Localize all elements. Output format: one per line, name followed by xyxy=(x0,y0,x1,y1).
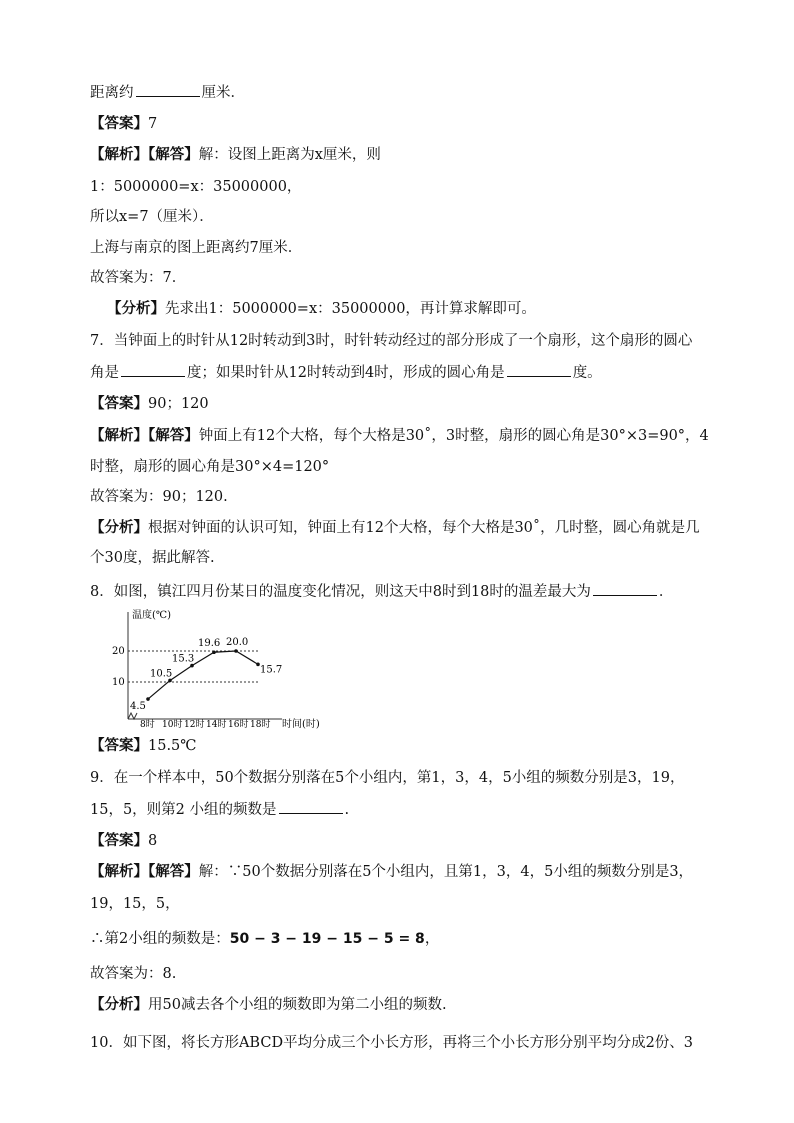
data-point xyxy=(234,649,238,653)
answer-line: 【答案】7 xyxy=(90,115,158,132)
text-line: 距离约 厘米． xyxy=(90,82,245,103)
x-tick-label: 18时 xyxy=(250,720,271,730)
text-line: 19，15，5， xyxy=(90,896,180,912)
answer-line: 【答案】90；120 xyxy=(90,395,209,412)
x-tick-label: 8时 xyxy=(140,720,155,730)
x-tick-label: 10时 xyxy=(162,720,183,730)
text-line: 所以x=7（厘米）． xyxy=(90,209,214,225)
text-line: 上海与南京的图上距离约7厘米． xyxy=(90,240,303,256)
analysis-line: 【解析】【解答】解：设图上距离为x厘米，则 xyxy=(90,146,381,163)
data-label: 15.7 xyxy=(260,664,283,676)
question-9: 9．在一个样本中，50个数据分别落在5个小组内，第1，3，4，5小组的频数分别是3，19， xyxy=(90,770,685,786)
text-line: 15，5，则第2 小组的频数是 . xyxy=(90,799,349,820)
question-10: 10．如下图，将长方形ABCD平均分成三个小长方形，再将三个小长方形分别平均分成2份、3 xyxy=(90,1035,694,1051)
x-tick-label: 14时 xyxy=(206,720,227,730)
data-point xyxy=(146,697,150,701)
text-line: 时整，扇形的圆心角是30°×4=120° xyxy=(90,459,330,475)
method-line: 【分析】用50减去各个小组的频数即为第二小组的频数. xyxy=(90,996,447,1013)
question-8: 8．如图，镇江四月份某日的温度变化情况，则这天中8时到18时的温差最大为 ． xyxy=(90,581,673,602)
data-label: 4.5 xyxy=(130,701,146,713)
x-tick-label: 16时 xyxy=(228,720,249,730)
y-tick-label: 10 xyxy=(112,677,125,688)
question-7: 7．当钟面上的时针从12时转动到3时，时针转动经过的部分形成了一个扇形，这个扇形的圆心 xyxy=(90,333,693,349)
x-axis-label: 时间(时) xyxy=(282,719,320,730)
text-line: 故答案为：7． xyxy=(90,270,187,286)
answer-blank xyxy=(279,799,343,814)
x-tick-label: 12时 xyxy=(184,720,205,730)
y-axis-label: 温度(℃) xyxy=(132,610,171,621)
data-point xyxy=(212,650,216,654)
answer-blank xyxy=(136,82,200,97)
text-line: 故答案为：8. xyxy=(90,966,177,982)
method-line: 【分析】根据对钟面的认识可知，钟面上有12个大格，每个大格是30˚，几时整，圆心角就是几 xyxy=(90,519,700,536)
data-label: 19.6 xyxy=(198,638,221,650)
analysis-line: 【解析】【解答】钟面上有12个大格，每个大格是30˚，3时整，扇形的圆心角是30°×3=90°，4 xyxy=(90,427,709,444)
answer-blank xyxy=(507,362,571,377)
data-label: 20.0 xyxy=(226,637,249,648)
analysis-line: 【解析】【解答】解：∵50个数据分别落在5个小组内，且第1，3，4，5小组的频数分别是3， xyxy=(90,863,694,880)
answer-line: 【答案】15.5℃ xyxy=(90,737,197,754)
answer-blank xyxy=(121,362,185,377)
text-line: 角是 度；如果时针从12时转动到4时，形成的圆心角是 度。 xyxy=(90,362,602,383)
method-line: 【分析】先求出1：5000000=x：35000000，再计算求解即可。 xyxy=(107,300,536,317)
data-label: 10.5 xyxy=(150,668,173,680)
answer-blank xyxy=(593,581,657,596)
formula: 50 − 3 − 19 − 15 − 5 = 8 xyxy=(229,931,425,947)
text-line: ∴第2小组的频数是：50 − 3 − 19 − 15 − 5 = 8， xyxy=(90,931,440,947)
text-line: 故答案为：90；120. xyxy=(90,489,228,505)
text-line: 个30度，据此解答. xyxy=(90,550,215,566)
axis-break xyxy=(128,713,137,719)
data-label: 15.3 xyxy=(172,653,195,665)
temperature-chart xyxy=(110,604,350,730)
text-line: 1：5000000=x：35000000， xyxy=(90,179,302,195)
y-tick-label: 20 xyxy=(112,646,125,657)
answer-line: 【答案】8 xyxy=(90,832,158,849)
